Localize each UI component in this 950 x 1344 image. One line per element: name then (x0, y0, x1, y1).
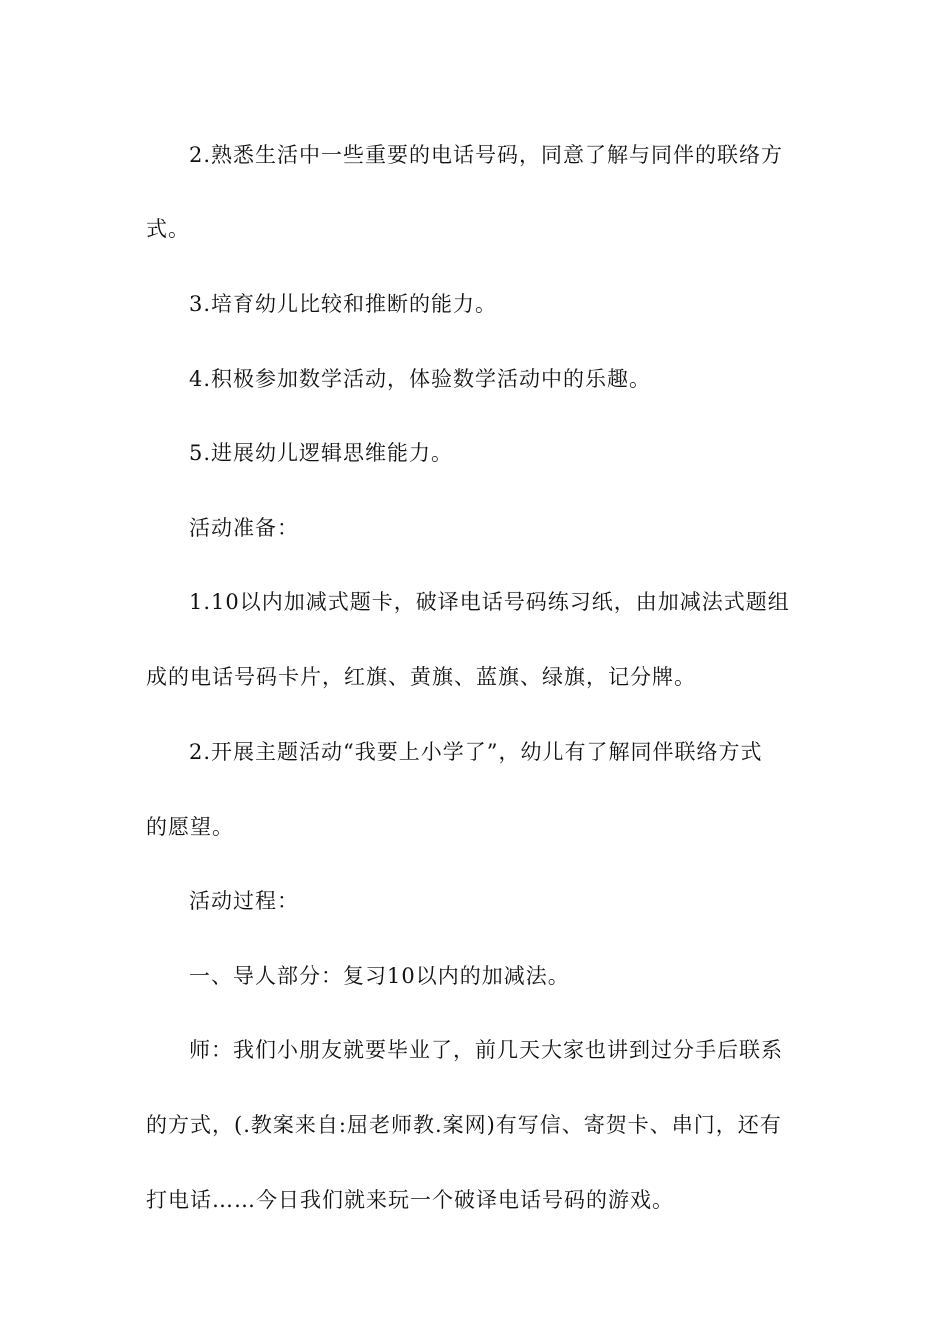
text-line: 打电话……今日我们就来玩一个破译电话号码的游戏。 (146, 1188, 674, 1212)
section-heading: 活动过程： (189, 889, 299, 913)
text-line: 式。 (146, 217, 190, 241)
text-line: 4.积极参加数学活动，体验数学活动中的乐趣。 (189, 367, 652, 391)
text-line: 成的电话号码卡片，红旗、黄旗、蓝旗、绿旗，记分牌。 (146, 665, 696, 689)
text-line: 一、导人部分：复习10以内的加减法。 (189, 964, 570, 988)
section-heading: 活动准备： (189, 516, 299, 540)
text-line: 2.开展主题活动“我要上小学了”，幼儿有了解同伴联络方式 (189, 740, 763, 764)
text-line: 5.进展幼儿逻辑思维能力。 (189, 441, 454, 465)
text-line: 师：我们小朋友就要毕业了，前几天大家也讲到过分手后联系 (189, 1038, 783, 1062)
text-line: 的方式，(.教案来自:屈老师教.案网)有写信、寄贺卡、串门，还有 (146, 1113, 782, 1137)
text-line: 2.熟悉生活中一些重要的电话号码，同意了解与同伴的联络方 (189, 143, 784, 167)
text-line: 1.10以内加减式题卡，破译电话号码练习纸，由加减法式题组 (189, 590, 790, 614)
text-line: 3.培育幼儿比较和推断的能力。 (189, 292, 498, 316)
text-line: 的愿望。 (146, 815, 234, 839)
